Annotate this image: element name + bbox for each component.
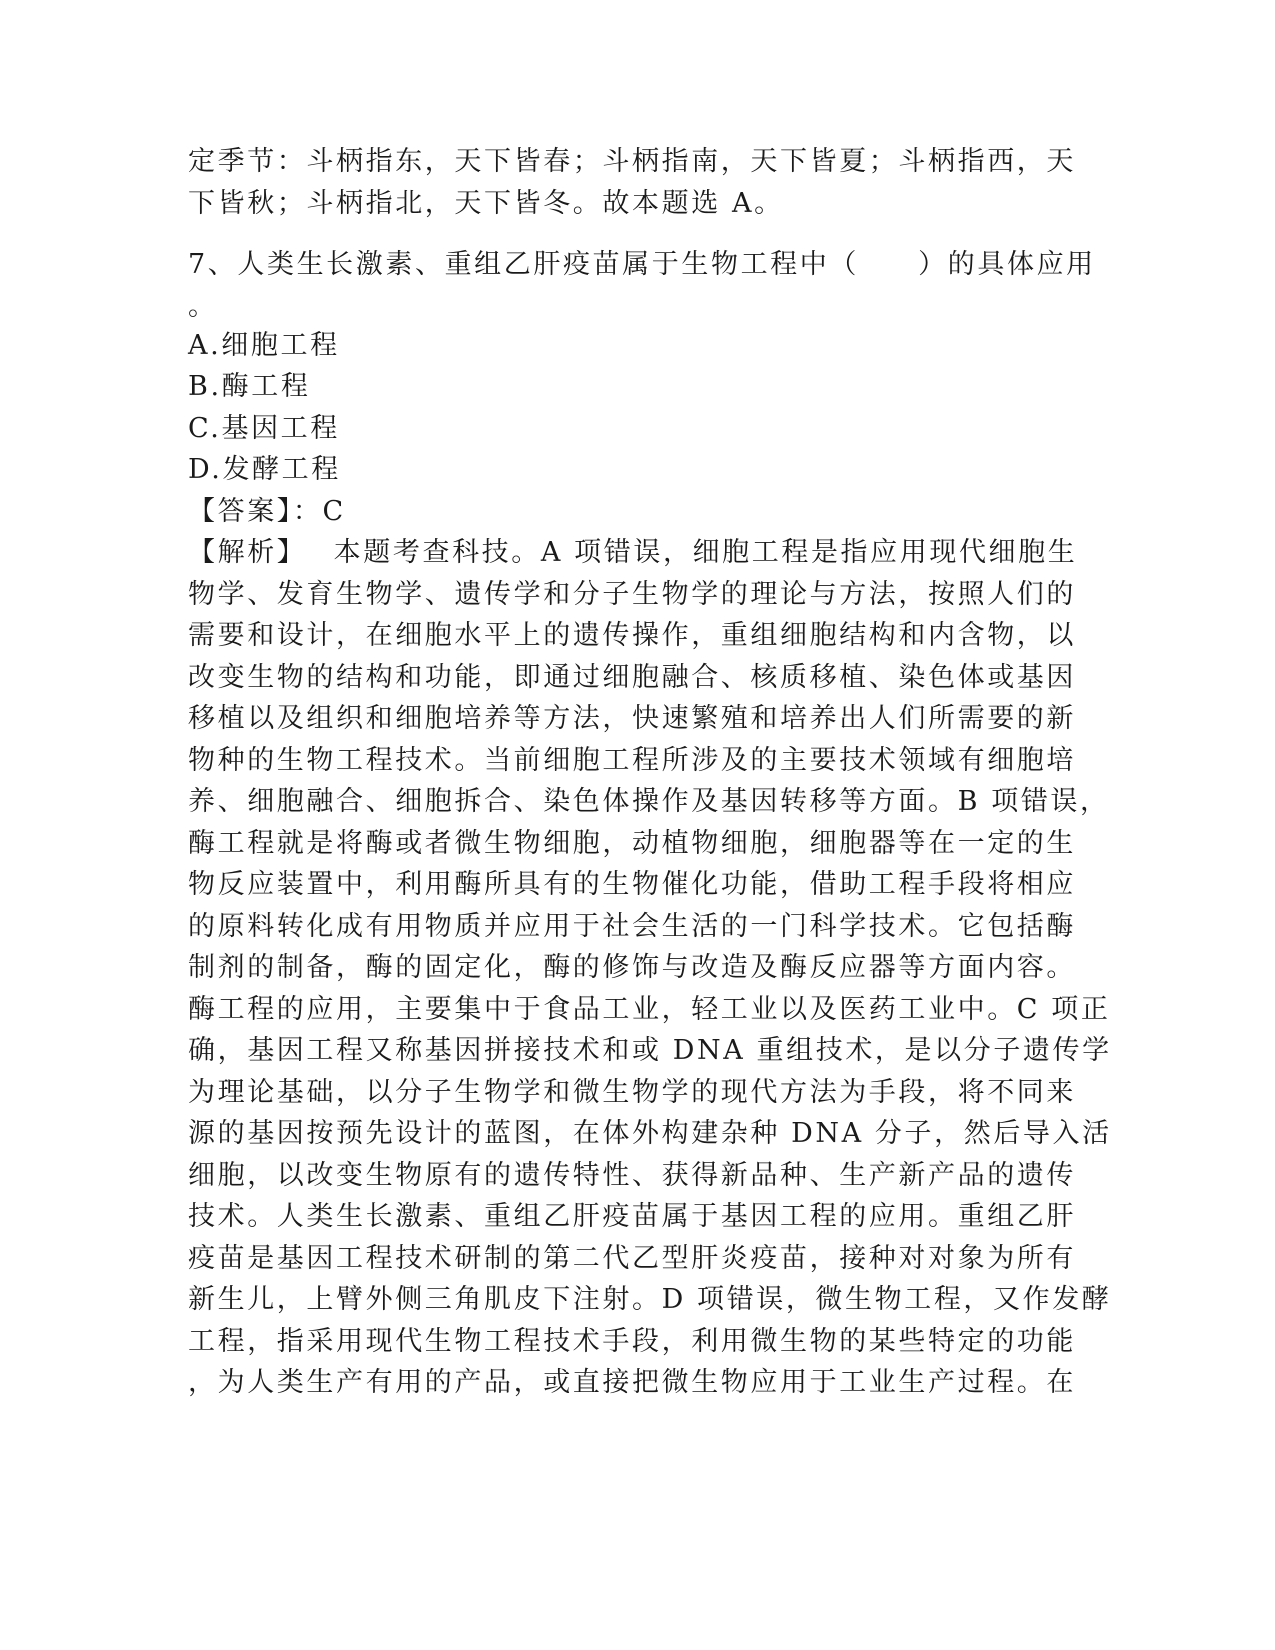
- option-d: D.发酵工程: [188, 454, 341, 485]
- explanation-line: 工程，指采用现代生物工程技术手段，利用微生物的某些特定的功能: [188, 1326, 1076, 1357]
- answer-line: 【答案】：C: [188, 496, 346, 527]
- explanation-line: 【解析】 本题考查科技。A 项错误，细胞工程是指应用现代细胞生: [188, 537, 1078, 568]
- explanation-line: 细胞，以改变生物原有的遗传特性、获得新品种、生产新产品的遗传: [188, 1160, 1076, 1191]
- explanation-line: ，为人类生产有用的产品，或直接把微生物应用于工业生产过程。在: [188, 1367, 1076, 1398]
- explanation-line: 确，基因工程又称基因拼接技术和或 DNA 重组技术，是以分子遗传学: [188, 1035, 1112, 1066]
- question-text: 7、人类生长激素、重组乙肝疫苗属于生物工程中（ ）的具体应用: [188, 249, 1096, 280]
- option-b: B.酶工程: [188, 371, 311, 402]
- explanation-line: 改变生物的结构和功能，即通过细胞融合、核质移植、染色体或基因: [188, 662, 1076, 693]
- explanation-line: 需要和设计，在细胞水平上的遗传操作，重组细胞结构和内含物，以: [188, 620, 1076, 651]
- prev-explanation-line: 下皆秋；斗柄指北，天下皆冬。故本题选 A。: [188, 188, 784, 219]
- explanation-line: 疫苗是基因工程技术研制的第二代乙型肝炎疫苗，接种对对象为所有: [188, 1243, 1076, 1274]
- explanation-line: 新生儿，上臂外侧三角肌皮下注射。D 项错误，微生物工程，又作发酵: [188, 1284, 1112, 1315]
- explanation-line: 物种的生物工程技术。当前细胞工程所涉及的主要技术领域有细胞培: [188, 745, 1076, 776]
- explanation-line: 源的基因按预先设计的蓝图，在体外构建杂种 DNA 分子，然后导入活: [188, 1118, 1112, 1149]
- explanation-line: 移植以及组织和细胞培养等方法，快速繁殖和培养出人们所需要的新: [188, 703, 1076, 734]
- explanation-line: 的原料转化成有用物质并应用于社会生活的一门科学技术。它包括酶: [188, 911, 1076, 942]
- option-c: C.基因工程: [188, 413, 340, 444]
- explanation-line: 酶工程就是将酶或者微生物细胞，动植物细胞，细胞器等在一定的生: [188, 828, 1076, 859]
- explanation-line: 制剂的制备，酶的固定化，酶的修饰与改造及酶反应器等方面内容。: [188, 952, 1076, 983]
- question-text: 。: [188, 291, 218, 322]
- explanation-line: 物学、发育生物学、遗传学和分子生物学的理论与方法，按照人们的: [188, 579, 1076, 610]
- explanation-line: 技术。人类生长激素、重组乙肝疫苗属于基因工程的应用。重组乙肝: [188, 1201, 1076, 1232]
- explanation-line: 养、细胞融合、细胞拆合、染色体操作及基因转移等方面。B 项错误，: [188, 786, 1110, 817]
- explanation-line: 酶工程的应用，主要集中于食品工业，轻工业以及医药工业中。C 项正: [188, 994, 1111, 1025]
- explanation-line: 为理论基础，以分子生物学和微生物学的现代方法为手段，将不同来: [188, 1077, 1076, 1108]
- explanation-line: 物反应装置中，利用酶所具有的生物催化功能，借助工程手段将相应: [188, 869, 1076, 900]
- prev-explanation-line: 定季节：斗柄指东，天下皆春；斗柄指南，天下皆夏；斗柄指西，天: [188, 146, 1076, 177]
- option-a: A.细胞工程: [188, 330, 340, 361]
